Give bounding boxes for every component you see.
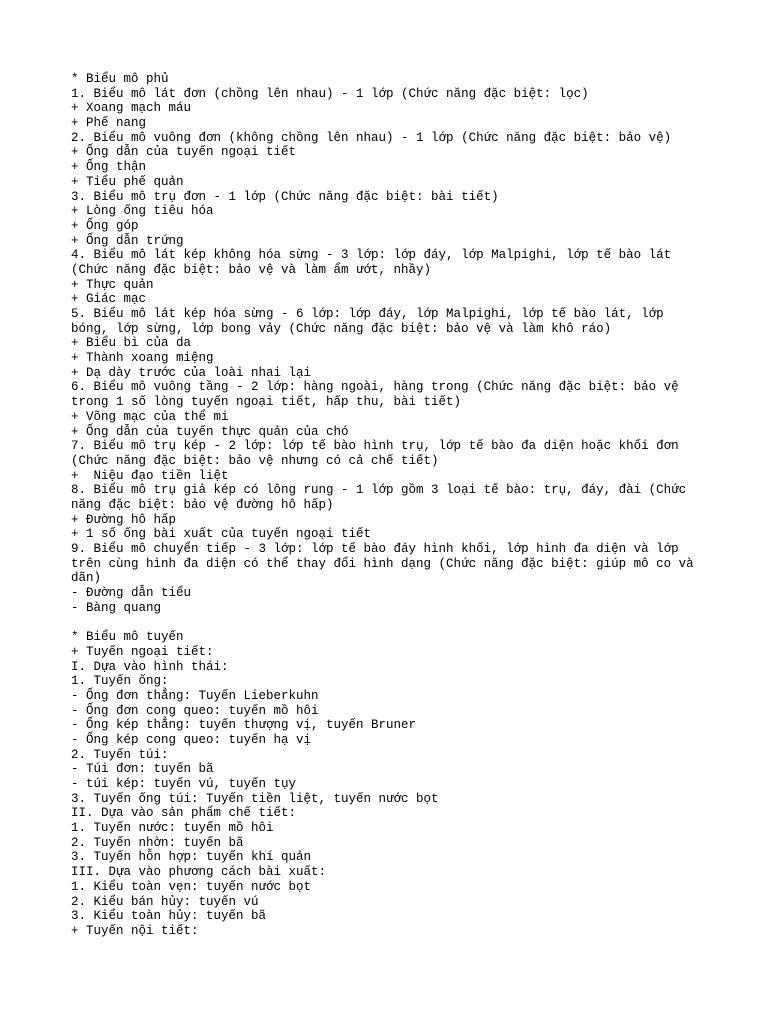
text-line: 6. Biểu mô vuông tầng - 2 lớp: hàng ngoài, hàng trong (Chức năng đặc biệt: bảo vệ xyxy=(71,380,679,395)
text-line: + Niệu đạo tiền liệt xyxy=(71,468,229,483)
text-line: 1. Biểu mô lát đơn (chồng lên nhau) - 1 lớp (Chức năng đặc biệt: lọc) xyxy=(71,86,589,101)
text-line: năng đặc biệt: bảo vệ đường hô hấp) xyxy=(71,497,334,512)
text-line: - Ống đơn thẳng: Tuyến Lieberkuhn xyxy=(71,688,319,703)
text-line: + Tuyến ngoại tiết: xyxy=(71,644,214,659)
text-line: 4. Biểu mô lát kép không hóa sừng - 3 lớp: lớp đáy, lớp Malpighi, lớp tế bào lát xyxy=(71,248,672,263)
text-line: + Ống góp xyxy=(71,218,139,233)
text-line: 2. Tuyến túi: xyxy=(71,747,169,762)
text-line: 3. Tuyến hỗn hợp: tuyến khí quản xyxy=(71,850,312,865)
text-line: trong 1 số lòng tuyến ngoại tiết, hấp thu, bài tiết) xyxy=(71,395,462,410)
text-line: 2. Biểu mô vuông đơn (không chồng lên nhau) - 1 lớp (Chức năng đặc biệt: bảo vệ) xyxy=(71,130,672,145)
text-line: 1. Tuyến nước: tuyến mồ hôi xyxy=(71,821,274,836)
text-line: 5. Biểu mô lát kép hóa sừng - 6 lớp: lớp đáy, lớp Malpighi, lớp tế bào lát, lớp xyxy=(71,307,664,321)
text-line: + Tuyến nội tiết: xyxy=(71,923,199,938)
text-line: + Đường hô hấp xyxy=(71,512,177,527)
text-line: 2. Tuyến nhờn: tuyến bã xyxy=(71,835,244,850)
text-line: dãn) xyxy=(71,571,102,586)
text-line: + Thực quản xyxy=(71,277,154,292)
text-line: + Ống dẫn của tuyến thực quản của chó xyxy=(71,424,349,439)
text-line: III. Dựa vào phương cách bài xuất: xyxy=(71,865,327,880)
text-line: + Biểu bì của da xyxy=(71,336,192,351)
text-line: 1. Kiểu toàn vẹn: tuyến nước bọt xyxy=(71,879,312,894)
text-line: II. Dựa vào sản phẩm chế tiết: xyxy=(71,806,297,821)
text-line: trên cùng hình đa diện có thể thay đổi hình dạng (Chức năng đặc biệt: giúp mô co và xyxy=(71,556,694,571)
text-line: 3. Kiểu toàn hủy: tuyến bã xyxy=(71,909,267,924)
text-line: - Ống kép cong queo: tuyến hạ vị xyxy=(71,732,312,747)
text-line: - Ống đơn cong queo: tuyến mồ hôi xyxy=(71,703,319,718)
text-line: + Ống dẫn trứng xyxy=(71,233,184,248)
text-line: + Tiểu phế quản xyxy=(71,174,184,189)
text-line: 7. Biểu mô trụ kép - 2 lớp: lớp tế bào hình trụ, lớp tế bào đa diện hoặc khối đơn xyxy=(71,439,679,454)
text-line: + Xoang mạch máu xyxy=(71,101,192,116)
text-line: - Đường dẫn tiểu xyxy=(71,586,192,601)
text-line: I. Dựa vào hình thái: xyxy=(71,659,229,674)
text-line: + Phế nang xyxy=(71,116,147,131)
text-line: + Ống dẫn của tuyến ngoại tiết xyxy=(71,145,297,160)
blank-line xyxy=(71,615,711,630)
text-line: + Thành xoang miệng xyxy=(71,351,214,366)
text-line: * Biểu mô phủ xyxy=(71,72,169,86)
text-line: + Dạ dày trước của loài nhai lại xyxy=(71,365,312,380)
text-line: + 1 số ống bài xuất của tuyến ngoại tiết xyxy=(71,527,372,542)
text-line: - Bàng quang xyxy=(71,600,162,615)
text-line: 8. Biểu mô trụ giả kép có lông rung - 1 lớp gồm 3 loại tế bào: trụ, đáy, đài (Chức xyxy=(71,483,687,498)
text-line: 2. Kiểu bán hủy: tuyến vú xyxy=(71,894,259,909)
text-line: * Biểu mô tuyến xyxy=(71,630,184,645)
text-line: 3. Tuyến ống túi: Tuyến tiền liệt, tuyến nước bọt xyxy=(71,791,439,806)
text-line: 3. Biểu mô trụ đơn - 1 lớp (Chức năng đặc biệt: bài tiết) xyxy=(71,189,499,204)
text-line: 1. Tuyến ống: xyxy=(71,674,169,689)
text-line: - túi kép: tuyến vú, tuyến tụy xyxy=(71,777,297,791)
text-line: (Chức năng đặc biệt: bảo vệ nhưng có cả chế tiết) xyxy=(71,453,439,468)
text-line: + Võng mạc của thể mi xyxy=(71,409,229,424)
text-line: bóng, lớp sừng, lớp bong vảy (Chức năng đặc biệt: bảo vệ và làm khô ráo) xyxy=(71,321,612,336)
text-line: - Ống kép thẳng: tuyến thượng vị, tuyến Bruner xyxy=(71,718,417,733)
text-line: + Lòng ống tiêu hóa xyxy=(71,204,214,219)
document-page xyxy=(71,72,711,939)
text-line: + Giác mạc xyxy=(71,292,147,307)
text-line: + Ống thận xyxy=(71,160,147,175)
text-line: 9. Biểu mô chuyển tiếp - 3 lớp: lớp tế bào đáy hình khối, lớp hình đa diện và lớp xyxy=(71,542,679,556)
text-line: - Túi đơn: tuyến bã xyxy=(71,762,214,777)
text-line: (Chức năng đặc biệt: bảo vệ và làm ẩm ướt, nhầy) xyxy=(71,262,432,277)
